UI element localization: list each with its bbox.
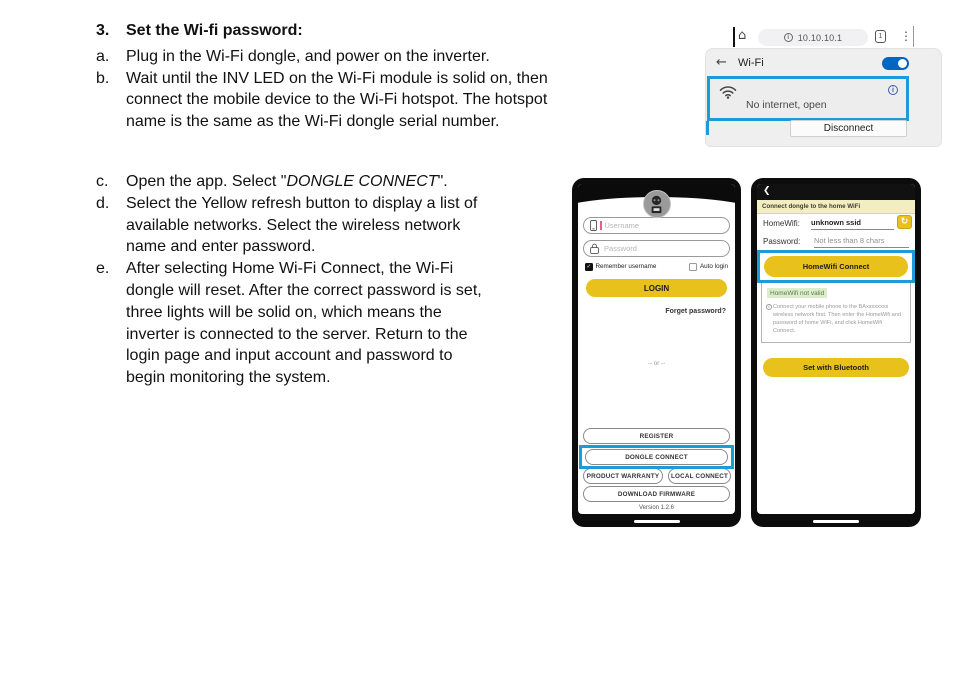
phone-dongle-screenshot [751,178,921,527]
wifi-settings-screenshot [705,26,942,147]
username-placeholder: Username [604,221,640,230]
step-e [95,258,585,389]
step-c-marker: c. [96,172,109,190]
dongle-connect-button[interactable]: DONGLE CONNECT [585,449,728,465]
browser-menu-icon[interactable]: ⋮ [900,29,912,43]
step-c-line [126,171,585,193]
step-e-line: inverter is connected to the server. Return to the [126,325,468,343]
network-item-highlighted[interactable] [707,76,909,121]
refresh-button[interactable]: ↻ [897,215,912,229]
step-d-line: Select the Yellow refresh button to display a list of [126,194,478,212]
password-value-field[interactable]: Not less than 8 chars [814,236,909,248]
wifi-panel [705,48,942,147]
text-caret [600,221,602,230]
tab-counter[interactable]: 1 [875,30,886,43]
password-field[interactable] [583,240,730,257]
network-info-icon[interactable]: i [888,85,898,95]
heading-text: Set the Wi-fi password: [126,22,303,39]
step-b-line: Wait until the INV LED on the Wi-Fi module is solid on, then [126,69,548,87]
homewifi-label: HomeWifi: [763,219,800,228]
info-icon: i [766,304,772,310]
homewifi-connect-button[interactable]: HomeWifi Connect [764,256,908,277]
phone-icon [590,220,597,231]
wifi-toggle[interactable] [882,57,909,70]
wifi-panel-title: Wi-Fi [738,57,764,69]
or-divider: -- or -- [647,360,666,367]
home-indicator [634,520,680,524]
remember-label: Remember username [595,263,657,271]
set-with-bluetooth-button[interactable]: Set with Bluetooth [763,358,909,377]
instruction-text [95,20,585,389]
status-bar [757,184,915,200]
lock-icon [590,243,599,254]
step-a-line: Plug in the Wi-Fi dongle, and power on the inverter. [126,47,490,65]
home-indicator [813,520,859,524]
browser-address-bar [705,26,942,48]
step-c-italic: DONGLE CONNECT [286,172,438,190]
remember-checkbox[interactable]: ✓ [586,263,592,270]
dongle-screen [757,184,915,514]
step-e-line: login page and input account and password to [126,347,453,365]
screen-header: Connect dongle to the home WiFi [757,200,915,214]
step-c [95,171,585,193]
app-logo-avatar [643,190,671,218]
robot-icon [649,195,664,214]
heading-number: 3. [96,22,110,39]
username-field[interactable] [583,217,730,234]
step-a [95,46,585,68]
back-chevron-icon[interactable]: ❮ [763,186,771,196]
step-e-line: begin monitoring the system. [126,369,331,387]
highlight-accent [706,121,709,135]
local-connect-button[interactable]: LOCAL CONNECT [668,468,731,484]
url-field[interactable] [758,29,868,46]
step-e-line: three lights will be solid on, which means the [126,303,442,321]
step-d-line: name and enter password. [126,238,316,256]
step-d-line: available networks. Select the wireless network [126,216,461,234]
step-heading [95,20,585,42]
auto-login-label: Auto login [699,263,728,271]
step-b-marker: b. [96,69,110,87]
register-button[interactable]: REGISTER [583,428,730,444]
step-a-marker: a. [96,47,110,65]
password-placeholder: Password [604,244,637,253]
home-icon[interactable]: ⌂ [738,28,747,43]
info-text: Connect your mobile phone to the BAxxxxxxxx wireless network first. Then enter the HomeWifi and password of home WiFi, and click HomeWifi Connect. [773,304,901,334]
network-status-text: No internet, open [746,99,827,111]
crop-edge [913,26,914,47]
app-version: Version 1.2.6 [638,505,675,511]
step-c-prefix: Open the app. Select " [126,172,287,190]
crop-edge [733,27,735,47]
login-screen [578,184,735,514]
auto-login-checkbox[interactable] [689,263,697,271]
login-button[interactable]: LOGIN [586,279,727,297]
step-b-line: connect the mobile device to the Wi-Fi hotspot. The hotspot [126,91,548,109]
homewifi-value-field[interactable]: unknown ssid [811,218,894,230]
url-text: 10.10.10.1 [797,32,843,43]
page-info-icon[interactable]: i [784,33,793,42]
step-c-suffix: ". [437,172,448,190]
info-note [766,303,906,335]
password-label: Password: [763,237,801,246]
step-d [95,193,585,258]
toggle-knob [898,59,907,68]
step-d-marker: d. [96,194,110,212]
phone-login-screenshot [572,178,741,527]
status-badge: HomeWifi not valid [767,288,827,298]
step-b [95,68,585,133]
back-arrow-icon[interactable]: ← [716,55,727,70]
step-e-line: dongle will reset. After the correct password is set, [126,281,482,299]
spacer [95,133,585,171]
wifi-signal-icon [719,85,737,99]
login-options-row [585,263,728,271]
step-e-line: After selecting Home Wi-Fi Connect, the Wi-Fi [126,260,454,278]
step-e-marker: e. [96,260,110,278]
disconnect-button[interactable]: Disconnect [790,120,907,137]
product-warranty-button[interactable]: PRODUCT WARRANTY [583,468,663,484]
forget-password-link[interactable]: Forget password? [665,308,726,315]
step-b-line: name is the same as the Wi-Fi dongle serial number. [126,113,500,131]
download-firmware-button[interactable]: DOWNLOAD FIRMWARE [583,486,730,502]
